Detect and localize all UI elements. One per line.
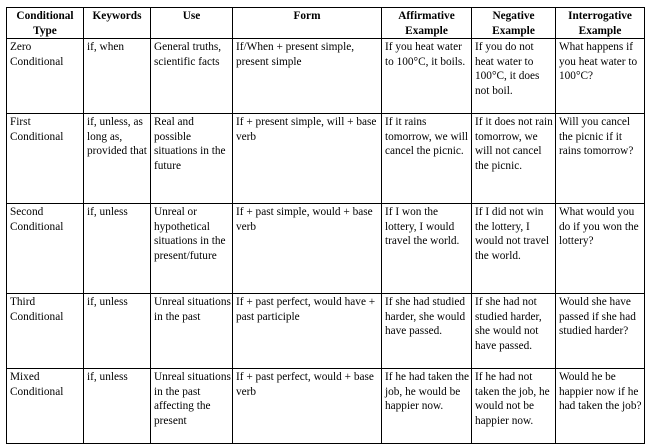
conditionals-table-container — [6, 7, 645, 444]
header-negative-example: Negative Example — [472, 8, 556, 39]
cell-form: If + past perfect, would have + past participle — [233, 294, 382, 369]
header-form: Form — [233, 8, 382, 39]
header-affirmative-example: Affirmative Example — [382, 8, 472, 39]
cell-negative: If I did not win the lottery, I would not travel the world. — [472, 204, 556, 294]
table-row-third-conditional — [7, 294, 645, 369]
cell-form: If + present simple, will + base verb — [233, 114, 382, 204]
cell-type: First Conditional — [7, 114, 84, 204]
cell-interrogative: What would you do if you won the lottery? — [556, 204, 645, 294]
table-row-zero-conditional — [7, 39, 645, 114]
cell-negative: If you do not heat water to 100°C, it does not boil. — [472, 39, 556, 114]
header-keywords: Keywords — [84, 8, 151, 39]
cell-type: Second Conditional — [7, 204, 84, 294]
cell-keywords: if, unless — [84, 369, 151, 444]
cell-keywords: if, unless — [84, 204, 151, 294]
cell-use: Unreal situations in the past affecting the present — [151, 369, 233, 444]
cell-negative: If it does not rain tomorrow, we will not cancel the picnic. — [472, 114, 556, 204]
cell-form: If + past perfect, would + base verb — [233, 369, 382, 444]
cell-form: If + past simple, would + base verb — [233, 204, 382, 294]
cell-affirmative: If I won the lottery, I would travel the world. — [382, 204, 472, 294]
cell-interrogative: Would he be happier now if he had taken the job? — [556, 369, 645, 444]
table-row-mixed-conditional — [7, 369, 645, 444]
cell-use: Unreal or hypothetical situations in the present/future — [151, 204, 233, 294]
cell-interrogative: Would she have passed if she had studied harder? — [556, 294, 645, 369]
cell-type: Mixed Conditional — [7, 369, 84, 444]
cell-type: Zero Conditional — [7, 39, 84, 114]
cell-use: Real and possible situations in the future — [151, 114, 233, 204]
cell-affirmative: If you heat water to 100°C, it boils. — [382, 39, 472, 114]
cell-negative: If he had not taken the job, he would not be happier now. — [472, 369, 556, 444]
cell-affirmative: If she had studied harder, she would have passed. — [382, 294, 472, 369]
table-row-first-conditional — [7, 114, 645, 204]
conditionals-table — [6, 7, 645, 444]
header-use: Use — [151, 8, 233, 39]
cell-affirmative: If it rains tomorrow, we will cancel the picnic. — [382, 114, 472, 204]
cell-keywords: if, when — [84, 39, 151, 114]
cell-use: General truths, scientific facts — [151, 39, 233, 114]
cell-interrogative: What happens if you heat water to 100°C? — [556, 39, 645, 114]
cell-negative: If she had not studied harder, she would not have passed. — [472, 294, 556, 369]
table-row-second-conditional — [7, 204, 645, 294]
cell-keywords: if, unless — [84, 294, 151, 369]
cell-affirmative: If he had taken the job, he would be happier now. — [382, 369, 472, 444]
header-interrogative-example: Interrogative Example — [556, 8, 645, 39]
cell-type: Third Conditional — [7, 294, 84, 369]
cell-keywords: if, unless, as long as, provided that — [84, 114, 151, 204]
cell-use: Unreal situations in the past — [151, 294, 233, 369]
cell-form: If/When + present simple, present simple — [233, 39, 382, 114]
cell-interrogative: Will you cancel the picnic if it rains tomorrow? — [556, 114, 645, 204]
header-row — [7, 8, 645, 39]
header-conditional-type: Conditional Type — [7, 8, 84, 39]
